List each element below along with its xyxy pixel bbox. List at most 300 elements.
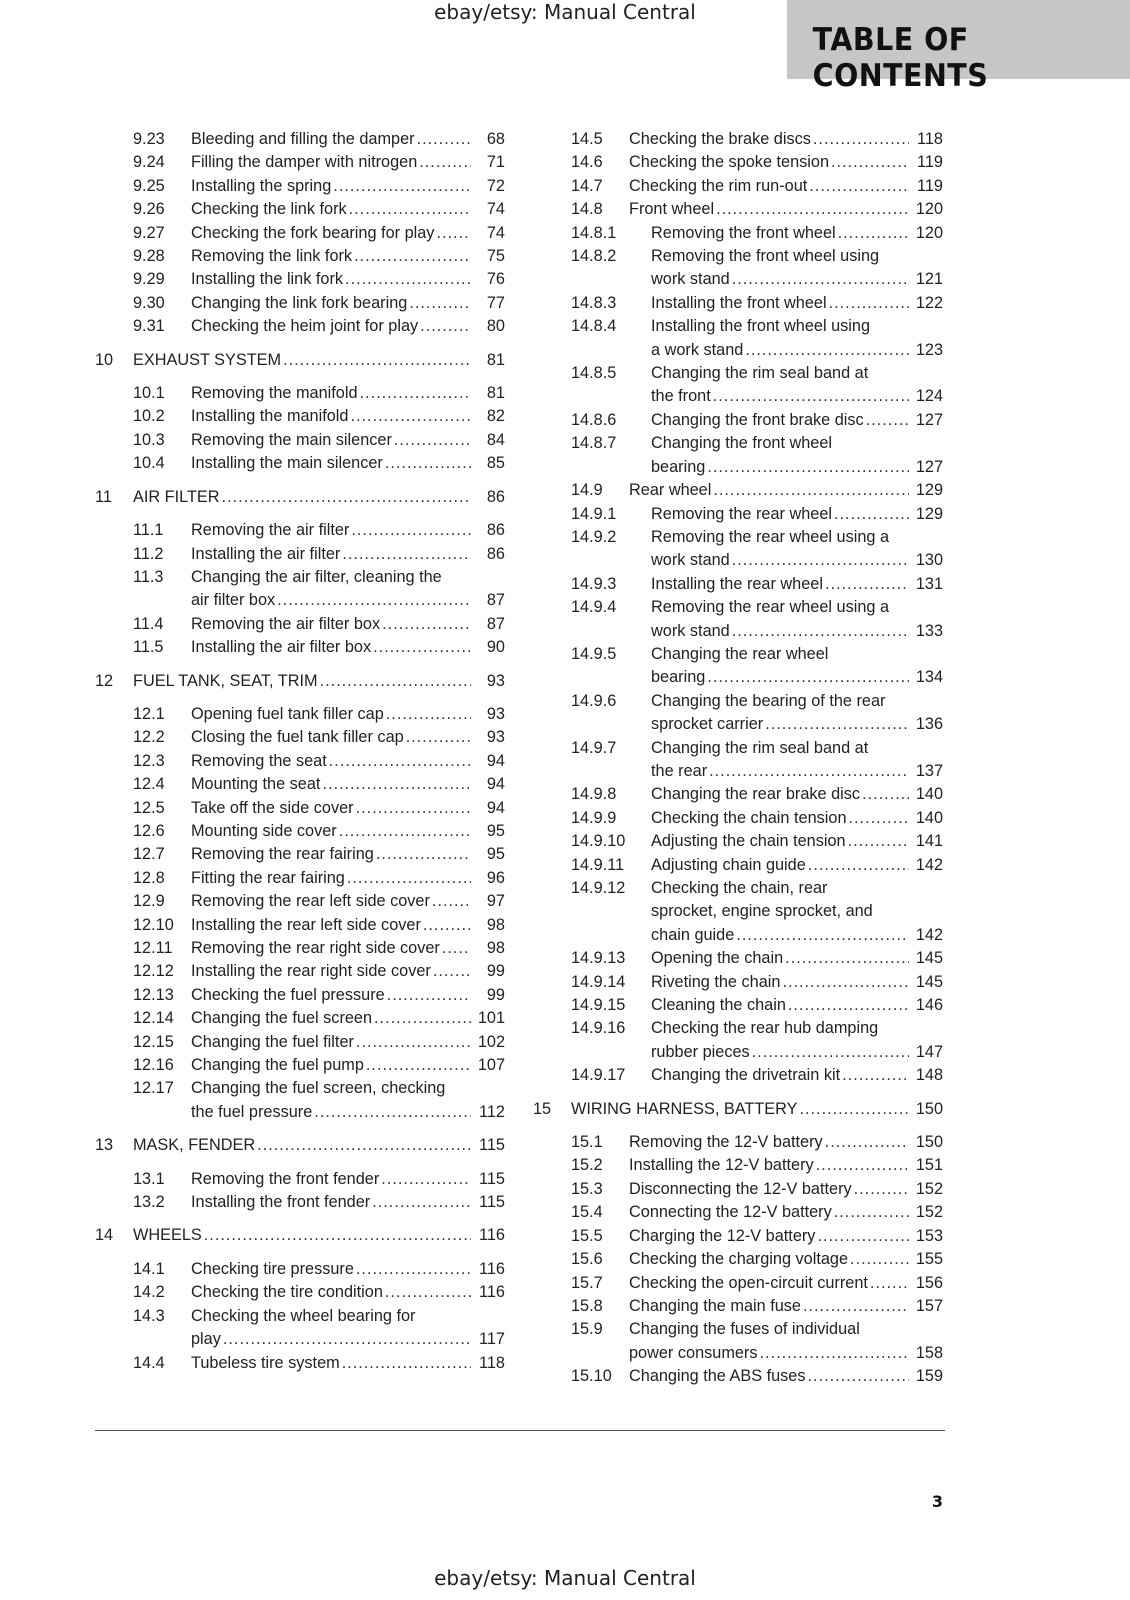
toc-entry[interactable] xyxy=(533,526,943,573)
toc-entry-number: 10.1 xyxy=(133,384,165,403)
toc-entry-title: Removing the air filter xyxy=(191,521,350,540)
toc-entry-page: 152 xyxy=(915,1203,943,1222)
toc-entry-title: Removing the front wheel using xyxy=(651,247,880,266)
toc-entry-title: Changing the fuel pump xyxy=(191,1056,364,1075)
toc-entry-page: 86 xyxy=(486,544,505,563)
toc-dot-leader xyxy=(848,830,909,853)
toc-entry[interactable] xyxy=(95,726,505,749)
toc-entry-page: 131 xyxy=(915,574,943,593)
toc-entry-page: 155 xyxy=(915,1250,943,1269)
toc-dot-leader xyxy=(432,890,471,913)
toc-entry-number: 9.28 xyxy=(133,247,165,266)
toc-dot-leader xyxy=(866,409,909,432)
toc-entry[interactable] xyxy=(533,1064,943,1087)
toc-entry[interactable] xyxy=(95,543,505,566)
toc-entry-page: 133 xyxy=(915,621,943,640)
toc-entry-page: 94 xyxy=(486,798,505,817)
toc-entry-title: the fuel pressure xyxy=(191,1102,313,1121)
toc-entry-page: 99 xyxy=(486,985,505,1004)
toc-entry[interactable] xyxy=(95,222,505,245)
toc-entry-number: 14.9.4 xyxy=(571,598,617,617)
toc-entry[interactable] xyxy=(95,1007,505,1030)
toc-dot-leader xyxy=(423,914,471,937)
toc-entry[interactable] xyxy=(533,409,943,432)
toc-dot-leader xyxy=(803,1295,909,1318)
page-number: 3 xyxy=(931,1492,943,1511)
toc-entry-number: 9.31 xyxy=(133,317,165,336)
header-title: TABLE OF CONTENTS xyxy=(812,22,989,94)
toc-entry[interactable] xyxy=(95,670,505,693)
toc-entry-title: Closing the fuel tank filler cap xyxy=(191,728,404,747)
toc-entry[interactable] xyxy=(95,268,505,291)
toc-entry[interactable] xyxy=(533,292,943,315)
toc-entry-page: 117 xyxy=(479,1330,505,1349)
toc-entry-page: 74 xyxy=(486,200,505,219)
toc-dot-leader xyxy=(849,807,909,830)
toc-entry-number: 10.3 xyxy=(133,430,165,449)
toc-entry-number: 12.17 xyxy=(133,1079,174,1098)
toc-entry-number: 12.7 xyxy=(133,845,165,864)
toc-entry-title: Checking the fuel pressure xyxy=(191,985,385,1004)
toc-entry-title: Changing the rear brake disc xyxy=(651,785,861,804)
toc-entry-title: Removing the rear wheel xyxy=(651,504,832,523)
toc-entry[interactable] xyxy=(533,503,943,526)
toc-entry-page: 112 xyxy=(479,1102,505,1121)
toc-entry-number: 12 xyxy=(95,671,114,690)
toc-entry[interactable] xyxy=(95,960,505,983)
toc-entry[interactable] xyxy=(95,566,505,613)
toc-entry-page: 120 xyxy=(915,200,943,219)
toc-entry-page: 124 xyxy=(915,387,943,406)
toc-dot-leader xyxy=(354,245,471,268)
toc-entry-title: FUEL TANK, SEAT, TRIM xyxy=(133,671,318,690)
toc-entry-title: Fitting the rear fairing xyxy=(191,868,345,887)
toc-dot-leader xyxy=(442,937,471,960)
toc-entry-title: Removing the front wheel xyxy=(651,223,836,242)
toc-entry[interactable] xyxy=(533,807,943,830)
toc-entry-page: 102 xyxy=(477,1032,505,1051)
toc-dot-leader xyxy=(765,713,909,736)
toc-entry-title: Connecting the 12-V battery xyxy=(629,1203,832,1222)
toc-entry[interactable] xyxy=(533,1225,943,1248)
toc-entry[interactable] xyxy=(533,151,943,174)
toc-entry[interactable] xyxy=(95,1168,505,1191)
toc-entry-title: MASK, FENDER xyxy=(133,1136,256,1155)
toc-entry-number: 9.23 xyxy=(133,130,165,148)
toc-entry-number: 11.1 xyxy=(133,521,164,540)
toc-dot-leader xyxy=(283,349,471,372)
toc-dot-leader xyxy=(420,315,471,338)
toc-entry[interactable] xyxy=(95,797,505,820)
toc-dot-leader xyxy=(760,1342,910,1365)
toc-entry-page: 142 xyxy=(915,855,943,874)
toc-entry-title: Installing the spring xyxy=(191,176,332,195)
toc-entry-title: Changing the fuses of individual xyxy=(629,1320,860,1339)
toc-entry[interactable] xyxy=(533,573,943,596)
toc-dot-leader xyxy=(709,760,909,783)
toc-entry[interactable] xyxy=(95,820,505,843)
toc-entry-title: Mounting the seat xyxy=(191,775,321,794)
toc-entry[interactable] xyxy=(533,643,943,690)
toc-dot-leader xyxy=(277,589,471,612)
toc-entry-number: 11.3 xyxy=(133,567,164,586)
toc-entry-page: 87 xyxy=(486,591,505,610)
toc-entry-title: Checking tire pressure xyxy=(191,1259,354,1278)
toc-dot-leader xyxy=(716,198,909,221)
toc-entry[interactable] xyxy=(95,1305,505,1352)
toc-entry-title: Removing the rear fairing xyxy=(191,845,374,864)
toc-dot-leader xyxy=(360,382,471,405)
toc-entry-number: 15.7 xyxy=(571,1273,603,1292)
toc-entry[interactable] xyxy=(95,773,505,796)
toc-entry[interactable] xyxy=(95,292,505,315)
toc-entry[interactable] xyxy=(533,783,943,806)
toc-entry-title: Changing the main fuse xyxy=(629,1296,801,1315)
toc-entry-title: sprocket carrier xyxy=(651,715,764,734)
toc-entry-page: 96 xyxy=(486,868,505,887)
toc-dot-leader xyxy=(419,151,471,174)
toc-dot-leader xyxy=(373,636,471,659)
toc-entry-page: 81 xyxy=(486,384,505,403)
toc-entry-title: Installing the front fender xyxy=(191,1193,371,1212)
toc-entry-number: 9.30 xyxy=(133,293,165,312)
toc-entry-number: 15.3 xyxy=(571,1179,603,1198)
toc-entry-title: Bleeding and filling the damper xyxy=(191,130,415,148)
toc-entry[interactable] xyxy=(95,750,505,773)
toc-entry-title: Removing the rear right side cover xyxy=(191,939,440,957)
toc-entry-title: Removing the front fender xyxy=(191,1169,380,1188)
toc-entry-number: 11 xyxy=(95,487,112,506)
toc-entry[interactable] xyxy=(533,737,943,784)
toc-entry-title: Riveting the chain xyxy=(651,972,781,991)
toc-entry-page: 157 xyxy=(915,1296,943,1315)
toc-dot-leader xyxy=(381,1168,471,1191)
toc-entry-page: 119 xyxy=(917,153,943,172)
toc-entry-number: 14.9.10 xyxy=(571,832,626,851)
toc-dot-leader xyxy=(736,924,909,947)
toc-entry-title: Installing the rear right side cover xyxy=(191,962,431,981)
toc-dot-leader xyxy=(342,1352,471,1375)
toc-entry-page: 118 xyxy=(479,1353,505,1372)
toc-entry-number: 14.9.6 xyxy=(571,691,617,710)
toc-entry-number: 12.15 xyxy=(133,1032,174,1051)
toc-entry[interactable] xyxy=(95,175,505,198)
toc-entry-title: Changing the rim seal band at xyxy=(651,738,869,757)
toc-entry[interactable] xyxy=(95,151,505,174)
toc-entry-page: 140 xyxy=(915,808,943,827)
toc-entry[interactable] xyxy=(533,245,943,292)
toc-entry[interactable] xyxy=(95,315,505,338)
toc-entry-number: 14.7 xyxy=(571,176,603,195)
toc-entry-title: Installing the rear left side cover xyxy=(191,915,421,934)
toc-entry-page: 85 xyxy=(486,454,505,473)
toc-entry-number: 14.9.5 xyxy=(571,644,617,663)
toc-entry-number: 14.9.8 xyxy=(571,785,617,804)
toc-entry-page: 86 xyxy=(486,487,505,506)
toc-entry[interactable] xyxy=(95,914,505,937)
toc-entry-page: 146 xyxy=(915,996,943,1015)
toc-entry-title: Changing the fuel screen, checking xyxy=(191,1079,446,1098)
toc-entry-title: Checking the spoke tension xyxy=(629,153,830,172)
toc-entry-page: 129 xyxy=(915,481,943,500)
toc-entry-title: Charging the 12-V battery xyxy=(629,1226,816,1245)
toc-entry[interactable] xyxy=(95,937,505,960)
toc-entry-title: Removing the rear wheel using a xyxy=(651,598,890,617)
toc-entry-title: Opening fuel tank filler cap xyxy=(191,704,384,723)
toc-entry-title: Filling the damper with nitrogen xyxy=(191,153,418,172)
toc-entry-title: Installing the main silencer xyxy=(191,454,383,473)
toc-dot-leader xyxy=(394,429,471,452)
toc-entry-page: 80 xyxy=(486,317,505,336)
toc-entry-title: Changing the link fork bearing xyxy=(191,293,408,312)
toc-entry-page: 159 xyxy=(915,1367,943,1386)
toc-entry[interactable] xyxy=(533,877,943,947)
toc-entry[interactable] xyxy=(95,1258,505,1281)
toc-entry-page: 119 xyxy=(917,176,943,195)
toc-entry-page: 153 xyxy=(915,1226,943,1245)
toc-dot-leader xyxy=(347,867,471,890)
toc-entry[interactable] xyxy=(95,1352,505,1375)
toc-dot-leader xyxy=(223,1328,471,1351)
toc-entry-page: 98 xyxy=(486,915,505,934)
toc-left-column xyxy=(95,128,505,1375)
toc-dot-leader xyxy=(782,971,909,994)
toc-entry-title: Adjusting chain guide xyxy=(651,855,806,874)
toc-entry-title: Disconnecting the 12-V battery xyxy=(629,1179,852,1198)
toc-entry-number: 14.9.2 xyxy=(571,527,617,546)
toc-entry[interactable] xyxy=(95,452,505,475)
toc-entry-number: 15.5 xyxy=(571,1226,603,1245)
toc-entry-title: rubber pieces xyxy=(651,1042,750,1061)
toc-entry[interactable] xyxy=(95,613,505,636)
toc-entry-page: 120 xyxy=(915,223,943,242)
toc-entry[interactable] xyxy=(533,432,943,479)
toc-entry-page: 115 xyxy=(479,1193,505,1212)
toc-entry-page: 74 xyxy=(486,223,505,242)
toc-entry[interactable] xyxy=(95,1054,505,1077)
toc-entry[interactable] xyxy=(533,175,943,198)
toc-dot-leader xyxy=(816,1154,909,1177)
toc-entry-title: air filter box xyxy=(191,591,276,610)
toc-entry[interactable] xyxy=(95,636,505,659)
toc-entry-page: 130 xyxy=(915,551,943,570)
toc-entry-number: 14.3 xyxy=(133,1306,165,1325)
toc-entry[interactable] xyxy=(533,1365,943,1388)
toc-entry[interactable] xyxy=(95,198,505,221)
toc-entry-page: 98 xyxy=(486,939,505,957)
toc-entry[interactable] xyxy=(533,1248,943,1271)
toc-dot-leader xyxy=(356,1258,471,1281)
toc-entry-title: AIR FILTER xyxy=(133,487,220,506)
toc-entry-page: 127 xyxy=(915,457,943,476)
toc-entry[interactable] xyxy=(533,362,943,409)
toc-entry[interactable] xyxy=(95,349,505,372)
toc-entry[interactable] xyxy=(533,1318,943,1365)
toc-entry-title: Installing the air filter xyxy=(191,544,341,563)
toc-entry[interactable] xyxy=(95,1031,505,1054)
toc-dot-leader xyxy=(834,1201,909,1224)
toc-entry-page: 148 xyxy=(915,1066,943,1085)
toc-entry-number: 13 xyxy=(95,1136,114,1155)
toc-entry-page: 71 xyxy=(486,153,505,172)
toc-entry-number: 9.26 xyxy=(133,200,165,219)
toc-entry[interactable] xyxy=(95,486,505,509)
toc-entry-title: Changing the bearing of the rear xyxy=(651,691,886,710)
toc-entry[interactable] xyxy=(533,854,943,877)
toc-entry-number: 12.11 xyxy=(133,939,173,957)
toc-entry-title: Installing the manifold xyxy=(191,407,349,426)
toc-entry-page: 72 xyxy=(486,176,505,195)
toc-entry-number: 14.9.11 xyxy=(571,855,625,874)
toc-entry-page: 150 xyxy=(915,1133,943,1152)
toc-entry-number: 15.9 xyxy=(571,1320,603,1339)
toc-entry[interactable] xyxy=(533,690,943,737)
toc-entry[interactable] xyxy=(95,703,505,726)
toc-entry-title: Checking the rim run-out xyxy=(629,176,808,195)
toc-entry-title: EXHAUST SYSTEM xyxy=(133,350,282,369)
toc-entry-page: 93 xyxy=(486,728,505,747)
toc-dot-leader xyxy=(351,519,471,542)
toc-entry[interactable] xyxy=(533,1178,943,1201)
toc-entry[interactable] xyxy=(533,1154,943,1177)
toc-entry[interactable] xyxy=(533,1017,943,1064)
toc-entry[interactable] xyxy=(95,382,505,405)
toc-entry[interactable] xyxy=(533,222,943,245)
toc-entry-title: Front wheel xyxy=(629,200,715,219)
toc-dot-leader xyxy=(374,1007,471,1030)
toc-entry-page: 141 xyxy=(915,832,943,851)
toc-entry[interactable] xyxy=(95,429,505,452)
toc-dot-leader xyxy=(707,666,909,689)
toc-dot-leader xyxy=(707,456,909,479)
toc-entry[interactable] xyxy=(533,198,943,221)
toc-entry-number: 14.8 xyxy=(571,200,603,219)
toc-entry[interactable] xyxy=(95,1191,505,1214)
toc-entry-title: Installing the front wheel using xyxy=(651,317,871,336)
toc-entry-title: Changing the fuel filter xyxy=(191,1032,354,1051)
toc-entry-number: 15.2 xyxy=(571,1156,603,1175)
toc-entry[interactable] xyxy=(533,994,943,1017)
toc-dot-leader xyxy=(817,1225,909,1248)
toc-dot-leader xyxy=(829,292,909,315)
toc-entry-title: Changing the air filter, cleaning the xyxy=(191,567,442,586)
toc-entry[interactable] xyxy=(95,890,505,913)
toc-entry[interactable] xyxy=(95,405,505,428)
toc-entry-title: Checking the tire condition xyxy=(191,1283,383,1302)
toc-dot-leader xyxy=(834,503,909,526)
toc-entry-number: 14.8.3 xyxy=(571,293,617,312)
toc-entry[interactable] xyxy=(95,1281,505,1304)
toc-dot-leader xyxy=(342,543,471,566)
toc-dot-leader xyxy=(831,151,909,174)
toc-entry-number: 14.1 xyxy=(133,1259,165,1278)
toc-entry-title: work stand xyxy=(651,551,730,570)
toc-entry[interactable] xyxy=(533,1131,943,1154)
toc-entry[interactable] xyxy=(95,843,505,866)
toc-entry-title: Checking the chain tension xyxy=(651,808,847,827)
toc-dot-leader xyxy=(732,620,909,643)
toc-entry-page: 81 xyxy=(486,350,505,369)
toc-entry-page: 118 xyxy=(917,130,943,148)
watermark-bottom: ebay/etsy: Manual Central xyxy=(434,1566,696,1590)
toc-entry[interactable] xyxy=(533,947,943,970)
toc-dot-leader xyxy=(732,268,909,291)
toc-dot-leader xyxy=(329,750,471,773)
toc-dot-leader xyxy=(356,1031,471,1054)
toc-entry[interactable] xyxy=(533,1272,943,1295)
toc-entry-number: 14.9.7 xyxy=(571,738,617,757)
toc-entry-page: 147 xyxy=(915,1042,943,1061)
toc-entry-page: 127 xyxy=(915,410,943,429)
toc-entry[interactable] xyxy=(95,1134,505,1157)
toc-entry[interactable] xyxy=(533,128,943,151)
toc-entry[interactable] xyxy=(533,830,943,853)
toc-entry[interactable] xyxy=(95,128,505,151)
toc-entry-page: 116 xyxy=(479,1283,505,1302)
toc-entry-title: chain guide xyxy=(651,925,735,944)
toc-entry-title: WHEELS xyxy=(133,1226,202,1245)
toc-entry-title: sprocket, engine sprocket, and xyxy=(651,902,873,921)
toc-entry-number: 14.9.17 xyxy=(571,1066,626,1085)
toc-entry-number: 14.9.15 xyxy=(571,996,626,1015)
toc-right-column xyxy=(533,128,943,1389)
toc-entry[interactable] xyxy=(533,315,943,362)
toc-entry[interactable] xyxy=(95,245,505,268)
toc-entry-title: Tubeless tire system xyxy=(191,1353,340,1372)
toc-dot-leader xyxy=(842,1064,909,1087)
toc-entry-page: 150 xyxy=(915,1099,943,1118)
toc-entry[interactable] xyxy=(95,519,505,542)
toc-entry[interactable] xyxy=(533,971,943,994)
toc-dot-leader xyxy=(366,1054,471,1077)
toc-dot-leader xyxy=(322,773,471,796)
toc-entry-title: WIRING HARNESS, BATTERY xyxy=(571,1099,798,1118)
toc-entry[interactable] xyxy=(533,1295,943,1318)
toc-dot-leader xyxy=(314,1101,471,1124)
toc-dot-leader xyxy=(788,994,909,1017)
toc-entry-number: 15.1 xyxy=(571,1133,603,1152)
toc-entry[interactable] xyxy=(533,479,943,502)
toc-entry-page: 122 xyxy=(915,293,943,312)
toc-entry-page: 145 xyxy=(915,972,943,991)
toc-entry-number: 12.3 xyxy=(133,751,165,770)
toc-entry-page: 145 xyxy=(915,949,943,968)
toc-entry[interactable] xyxy=(95,1224,505,1247)
toc-dot-leader xyxy=(799,1098,909,1121)
toc-entry-page: 82 xyxy=(486,407,505,426)
toc-entry[interactable] xyxy=(95,1077,505,1124)
toc-dot-leader xyxy=(222,486,471,509)
toc-entry-number: 15.8 xyxy=(571,1296,603,1315)
toc-entry-number: 14.6 xyxy=(571,153,603,172)
toc-dot-leader xyxy=(372,1191,471,1214)
toc-entry[interactable] xyxy=(95,984,505,1007)
toc-entry[interactable] xyxy=(95,867,505,890)
toc-dot-leader xyxy=(862,783,909,806)
toc-entry-title: Checking the link fork xyxy=(191,200,347,219)
toc-entry-number: 11.4 xyxy=(133,614,164,633)
toc-dot-leader xyxy=(350,405,471,428)
toc-entry[interactable] xyxy=(533,1201,943,1224)
toc-entry-page: 158 xyxy=(915,1343,943,1362)
toc-entry-page: 101 xyxy=(477,1009,505,1028)
toc-entry[interactable] xyxy=(533,596,943,643)
toc-entry-page: 76 xyxy=(486,270,505,289)
toc-entry[interactable] xyxy=(533,1098,943,1121)
toc-entry-number: 10 xyxy=(95,350,114,369)
toc-dot-leader xyxy=(349,198,471,221)
toc-dot-leader xyxy=(386,703,471,726)
